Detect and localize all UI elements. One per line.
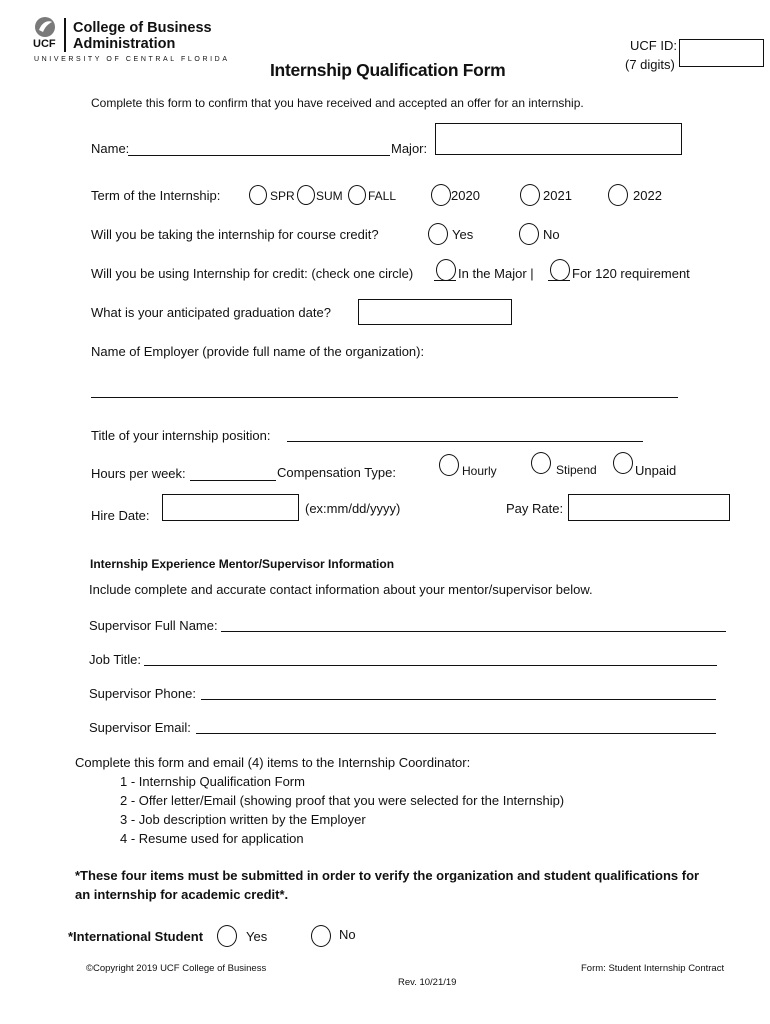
- term-spr-label: SPR: [270, 189, 295, 203]
- international-yes-label: Yes: [246, 929, 268, 944]
- term-spr-radio[interactable]: [249, 185, 267, 205]
- position-input[interactable]: [287, 441, 643, 442]
- employer-label: Name of Employer (provide full name of the organization):: [91, 344, 425, 359]
- compensation-stipend-radio[interactable]: [531, 452, 551, 474]
- mentor-heading: Internship Experience Mentor/Supervisor Information: [90, 557, 395, 571]
- credit-type-120-underline: [548, 280, 570, 281]
- year-2020-radio[interactable]: [431, 184, 451, 206]
- credit-no-label: No: [543, 227, 560, 242]
- ucf-pegasus-logo-icon: [34, 16, 56, 38]
- supervisor-phone-label: Supervisor Phone:: [89, 686, 196, 701]
- credit-yes-radio[interactable]: [428, 223, 448, 245]
- supervisor-email-label: Supervisor Email:: [89, 720, 191, 735]
- name-input[interactable]: [128, 155, 390, 156]
- international-no-label: No: [339, 927, 356, 942]
- job-title-input[interactable]: [144, 665, 717, 666]
- year-2022-label: 2022: [633, 188, 662, 203]
- term-sum-label: SUM: [316, 189, 343, 203]
- credit-type-question: Will you be using Internship for credit: (check one circle): [91, 266, 414, 281]
- pay-rate-label: Pay Rate:: [506, 501, 564, 516]
- mentor-intro: Include complete and accurate contact information about your mentor/supervisor below.: [89, 582, 593, 597]
- credit-type-major-radio[interactable]: [436, 259, 456, 281]
- major-label: Major:: [391, 141, 428, 156]
- page-title: Internship Qualification Form: [270, 60, 506, 80]
- hours-input[interactable]: [190, 480, 276, 481]
- term-label: Term of the Internship:: [91, 188, 221, 203]
- instruction-item: 1 - Internship Qualification Form: [120, 774, 305, 789]
- footer-copyright: ©Copyright 2019 UCF College of Business: [86, 963, 267, 974]
- supervisor-name-input[interactable]: [221, 631, 726, 632]
- credit-type-major-underline: [434, 280, 456, 281]
- footer-revision: Rev. 10/21/19: [398, 977, 457, 988]
- position-label: Title of your internship position:: [91, 428, 271, 443]
- credit-type-120-label: For 120 requirement: [572, 266, 690, 281]
- notice-line1: *These four items must be submitted in order to verify the organization and student qualifications for: [75, 868, 700, 883]
- footer-form-name: Form: Student Internship Contract: [581, 963, 725, 974]
- international-label: *International Student: [68, 929, 204, 944]
- supervisor-name-label: Supervisor Full Name:: [89, 618, 218, 633]
- compensation-hourly-label: Hourly: [462, 464, 497, 478]
- hire-date-input[interactable]: [162, 494, 299, 521]
- pay-rate-input[interactable]: [568, 494, 730, 521]
- credit-type-120-radio[interactable]: [550, 259, 570, 281]
- compensation-label: Compensation Type:: [277, 465, 396, 480]
- term-fall-radio[interactable]: [348, 185, 366, 205]
- term-fall-label: FALL: [368, 189, 397, 203]
- college-line1: College of Business: [73, 20, 212, 36]
- intro-text: Complete this form to confirm that you have received and accepted an offer for an internship.: [91, 96, 584, 110]
- notice-line2: an internship for academic credit*.: [75, 887, 289, 902]
- graduation-question: What is your anticipated graduation date?: [91, 305, 331, 320]
- ucf-id-input[interactable]: [679, 39, 764, 67]
- logo-divider: [64, 18, 66, 52]
- international-yes-radio[interactable]: [217, 925, 237, 947]
- credit-type-major-label: In the Major |: [458, 266, 534, 281]
- hire-date-hint: (ex:mm/dd/yyyy): [305, 501, 401, 516]
- instruction-item: 4 - Resume used for application: [120, 831, 304, 846]
- logo-abbrev: UCF: [33, 38, 56, 50]
- supervisor-email-input[interactable]: [196, 733, 716, 734]
- term-sum-radio[interactable]: [297, 185, 315, 205]
- compensation-unpaid-radio[interactable]: [613, 452, 633, 474]
- compensation-stipend-label: Stipend: [556, 463, 597, 477]
- job-title-label: Job Title:: [89, 652, 142, 667]
- credit-question: Will you be taking the internship for course credit?: [91, 227, 379, 242]
- major-input[interactable]: [435, 123, 682, 155]
- instructions-lead: Complete this form and email (4) items to the Internship Coordinator:: [75, 755, 471, 770]
- compensation-unpaid-label: Unpaid: [635, 463, 677, 478]
- graduation-date-input[interactable]: [358, 299, 512, 325]
- instruction-item: 2 - Offer letter/Email (showing proof that you were selected for the Internship): [120, 793, 565, 808]
- credit-no-radio[interactable]: [519, 223, 539, 245]
- instruction-item: 3 - Job description written by the Employer: [120, 812, 366, 827]
- employer-input[interactable]: [91, 397, 678, 398]
- year-2022-radio[interactable]: [608, 184, 628, 206]
- year-2021-radio[interactable]: [520, 184, 540, 206]
- international-no-radio[interactable]: [311, 925, 331, 947]
- compensation-hourly-radio[interactable]: [439, 454, 459, 476]
- university-name: UNIVERSITY OF CENTRAL FLORIDA: [34, 56, 230, 63]
- supervisor-phone-input[interactable]: [201, 699, 716, 700]
- hire-date-label: Hire Date:: [91, 508, 150, 523]
- ucf-id-label: UCF ID:: [630, 38, 677, 53]
- year-2020-label: 2020: [451, 188, 480, 203]
- college-line2: Administration: [73, 36, 176, 52]
- name-label: Name:: [91, 141, 130, 156]
- ucf-id-hint: (7 digits): [625, 57, 675, 72]
- year-2021-label: 2021: [543, 188, 572, 203]
- hours-label: Hours per week:: [91, 466, 186, 481]
- credit-yes-label: Yes: [452, 227, 474, 242]
